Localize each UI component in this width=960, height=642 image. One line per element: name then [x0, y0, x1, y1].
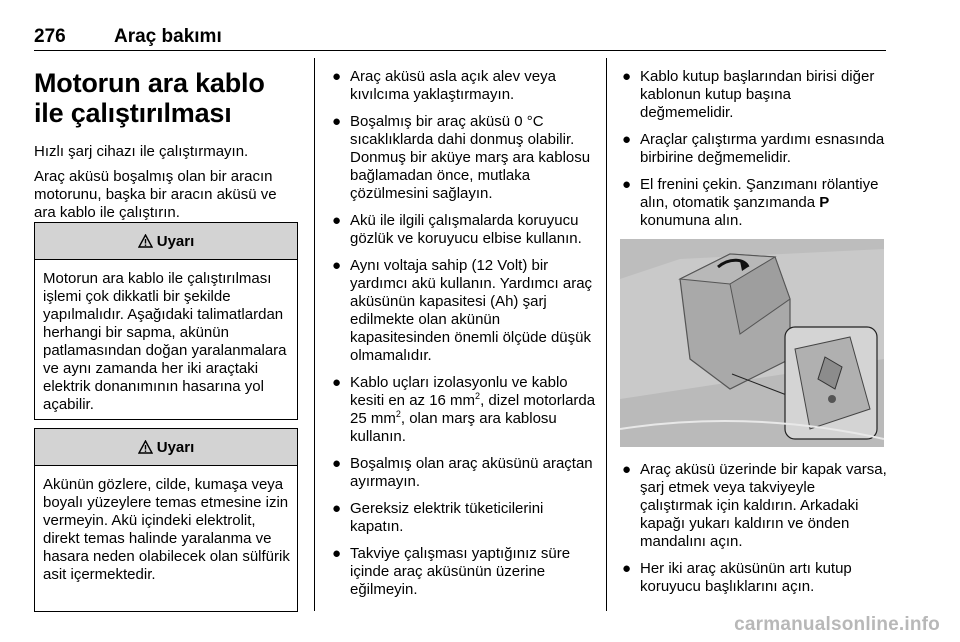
warning-triangle-icon	[138, 234, 153, 248]
cable-text-part: Kablo uçları izolasyonlu ve kablo kesiti en az 16 mm	[350, 374, 568, 409]
warning-label: Uyarı	[156, 438, 195, 456]
bullet-list	[620, 461, 888, 596]
list-item	[330, 113, 598, 203]
list-item	[620, 176, 888, 230]
bullet-list	[620, 68, 888, 230]
bullet-icon: ●	[332, 545, 342, 562]
bullet-list	[330, 68, 598, 599]
battery-cover-illustration	[620, 239, 884, 447]
list-item-text: Akü ile ilgili çalışmalarda koruyucu gözlük ve koruyucu elbise kullanın.	[350, 212, 582, 247]
bullet-icon: ●	[332, 500, 342, 517]
warning-text: Akünün gözlere, cilde, kumaşa veya boyalı yüzeylere temas etmesine izin vermeyin. Akü içindeki elektrolit, direkt temas halinde yaralanma ve hasara neden olabilecek olan sülfürik asit içermektedir.	[43, 476, 290, 583]
bullet-icon: ●	[622, 461, 632, 478]
handbrake-text-part: konumuna alın.	[640, 212, 743, 229]
watermark-text: carmanualsonline.info	[734, 614, 940, 635]
list-item-text: Her iki araç aküsünün artı kutup koruyucu başlıklarını açın.	[640, 560, 852, 595]
list-item-text	[350, 374, 595, 445]
list-item	[330, 374, 598, 446]
list-item	[620, 68, 888, 122]
column-3	[620, 58, 888, 605]
list-item-text: Boşalmış olan araç aküsünü araçtan ayırmayın.	[350, 455, 593, 490]
warning-box	[34, 428, 298, 612]
list-item	[620, 560, 888, 596]
warning-label: Uyarı	[156, 232, 195, 250]
section-title: Araç bakımı	[114, 26, 222, 47]
superscript: 2	[475, 391, 481, 401]
superscript: 2	[395, 409, 401, 419]
bullet-icon: ●	[332, 374, 342, 391]
bullet-icon: ●	[622, 131, 632, 148]
list-item	[330, 545, 598, 599]
list-item-text: Aynı voltaja sahip (12 Volt) bir yardımcı akü kullanın. Yardımcı araç aküsünün kapasitesi (Ah) şarj edilmekte olan akünün kapasitesinden önemli ölçüde düşük olmamalıdır.	[350, 257, 593, 364]
bullet-icon: ●	[332, 212, 342, 229]
list-item-text: Takviye çalışması yaptığınız süre içinde araç aküsünün üzerine eğilmeyin.	[350, 545, 571, 598]
bullet-icon: ●	[332, 113, 342, 130]
handbrake-text-part: El frenini çekin. Şanzımanı rölantiye alın, otomatik şanzımanda	[640, 176, 879, 211]
list-item-text: Gereksiz elektrik tüketicilerini kapatın.	[350, 500, 544, 535]
list-item-text: Araç aküsü üzerinde bir kapak varsa, şarj etmek veya takviyeyle çalıştırmak için kaldırın. Arkadaki kapağı yukarı kaldırın ve önden mandalını açın.	[640, 461, 887, 550]
column-2	[330, 58, 598, 608]
chapter-title: Motorun ara kablo ile çalıştırılması	[34, 68, 265, 128]
list-item-text	[640, 176, 878, 229]
bullet-icon: ●	[622, 68, 632, 85]
warning-triangle-icon	[138, 440, 153, 454]
list-item	[330, 455, 598, 491]
bullet-icon: ●	[332, 455, 342, 472]
list-item	[330, 500, 598, 536]
list-item	[620, 461, 888, 551]
battery-cover-drawing	[620, 239, 884, 447]
warning-header	[35, 223, 297, 260]
list-item	[330, 68, 598, 104]
page-number: 276	[34, 26, 66, 47]
list-item-text: Kablo kutup başlarından birisi diğer kablonun kutup başına değmemelidir.	[640, 68, 875, 121]
warning-box	[34, 222, 298, 420]
bullet-icon: ●	[332, 257, 342, 274]
column-divider	[606, 58, 607, 611]
paragraph: Araç aküsü boşalmış olan bir aracın motorunu, başka bir aracın aküsü ve ara kablo ile çalıştırın.	[34, 168, 277, 221]
cable-text-part: , olan marş ara kablosu kullanın.	[350, 410, 557, 445]
bullet-icon: ●	[332, 68, 342, 85]
list-item	[620, 131, 888, 167]
warning-text: Motorun ara kablo ile çalıştırılması işlemi çok dikkatli bir şekilde yapılmalıdır. Aşağıdaki talimatlardan herhangi bir sapma, akünün patlamasından doğan yaralanmalara ve aynı zamanda her iki araçtaki elektrik donanımının hasarına yol açabilir.	[43, 270, 287, 413]
column-1	[34, 58, 298, 583]
column-divider	[314, 58, 315, 611]
page-header	[34, 26, 884, 50]
warning-header	[35, 429, 297, 466]
bullet-icon: ●	[622, 176, 632, 193]
header-rule	[34, 50, 886, 51]
gear-position-p: P	[819, 194, 830, 211]
paragraph: Hızlı şarj cihazı ile çalıştırmayın.	[34, 143, 249, 160]
list-item-text: Araçlar çalıştırma yardımı esnasında birbirine değmemelidir.	[640, 131, 885, 166]
list-item-text: Boşalmış bir araç aküsü 0 °C sıcaklıklarda dahi donmuş olabilir. Donmuş bir aküye marş ara kablosu bağlamadan önce, mutlaka çözülmesini sağlayın.	[350, 113, 591, 202]
list-item	[330, 257, 598, 365]
list-item-text: Araç aküsü asla açık alev veya kıvılcıma yaklaştırmayın.	[350, 68, 556, 103]
cable-text-part: , dizel motorlarda 25 mm	[350, 392, 596, 427]
list-item	[330, 212, 598, 248]
bullet-icon: ●	[622, 560, 632, 577]
